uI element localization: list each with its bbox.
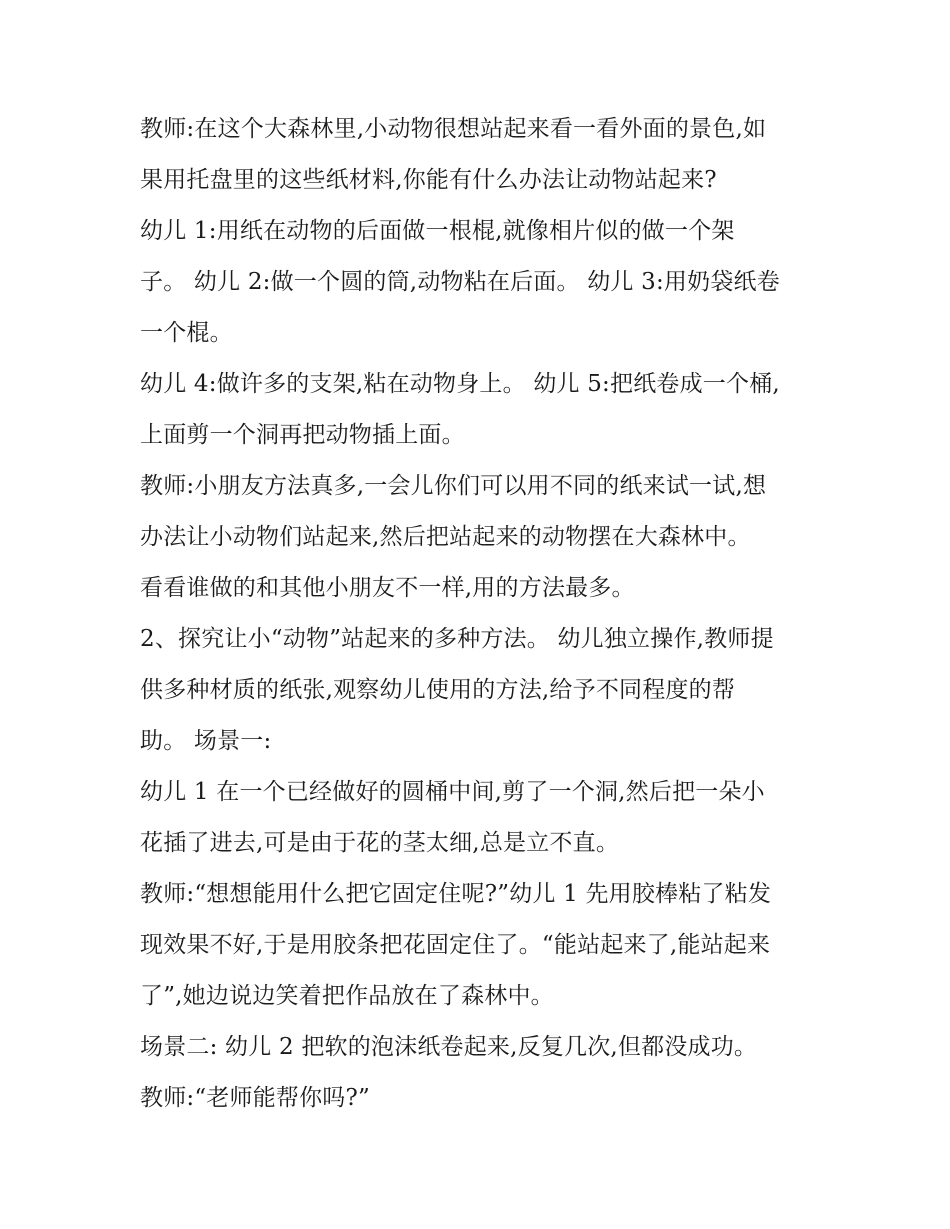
text-line: 供多种材质的纸张,观察幼儿使用的方法,给予不同程度的帮 [140,677,736,703]
text-line: 幼儿 4:做许多的支架,粘在动物身上。 幼儿 5:把纸卷成一个桶, [140,371,780,397]
text-line: 助。 场景一: [140,728,272,754]
text-line: 教师:“老师能帮你吗?” [140,1085,370,1111]
text-line: 场景二: 幼儿 2 把软的泡沫纸卷起来,反复几次,但都没成功。 [140,1034,758,1060]
text-line: 看看谁做的和其他小朋友不一样,用的方法最多。 [140,575,635,601]
text-line: 了”,她边说边笑着把作品放在了森林中。 [140,983,554,1009]
document-body [140,104,820,1124]
text-line: 教师:在这个大森林里,小动物很想站起来看一看外面的景色,如 [140,116,767,142]
text-line: 现效果不好,于是用胶条把花固定住了。“能站起来了,能站起来 [140,932,771,958]
text-line: 教师:小朋友方法真多,一会儿你们可以用不同的纸来试一试,想 [140,473,767,499]
text-line: 子。 幼儿 2:做一个圆的筒,动物粘在后面。 幼儿 3:用奶袋纸卷 [140,269,780,295]
text-line: 上面剪一个洞再把动物插上面。 [140,422,465,448]
text-line: 幼儿 1 在一个已经做好的圆桶中间,剪了一个洞,然后把一朵小 [140,779,765,805]
text-line: 办法让小动物们站起来,然后把站起来的动物摆在大森林中。 [140,524,751,550]
text-line: 2、探究让小“动物”站起来的多种方法。 幼儿独立操作,教师提 [140,626,774,652]
text-line: 教师:“想想能用什么把它固定住呢?”幼儿 1 先用胶棒粘了粘发 [140,881,772,907]
text-line: 果用托盘里的这些纸材料,你能有什么办法让动物站起来? [140,167,717,193]
text-line: 一个棍。 [140,320,233,346]
text-line: 花插了进去,可是由于花的茎太细,总是立不直。 [140,830,620,856]
text-line: 幼儿 1:用纸在动物的后面做一根棍,就像相片似的做一个架 [140,218,735,244]
